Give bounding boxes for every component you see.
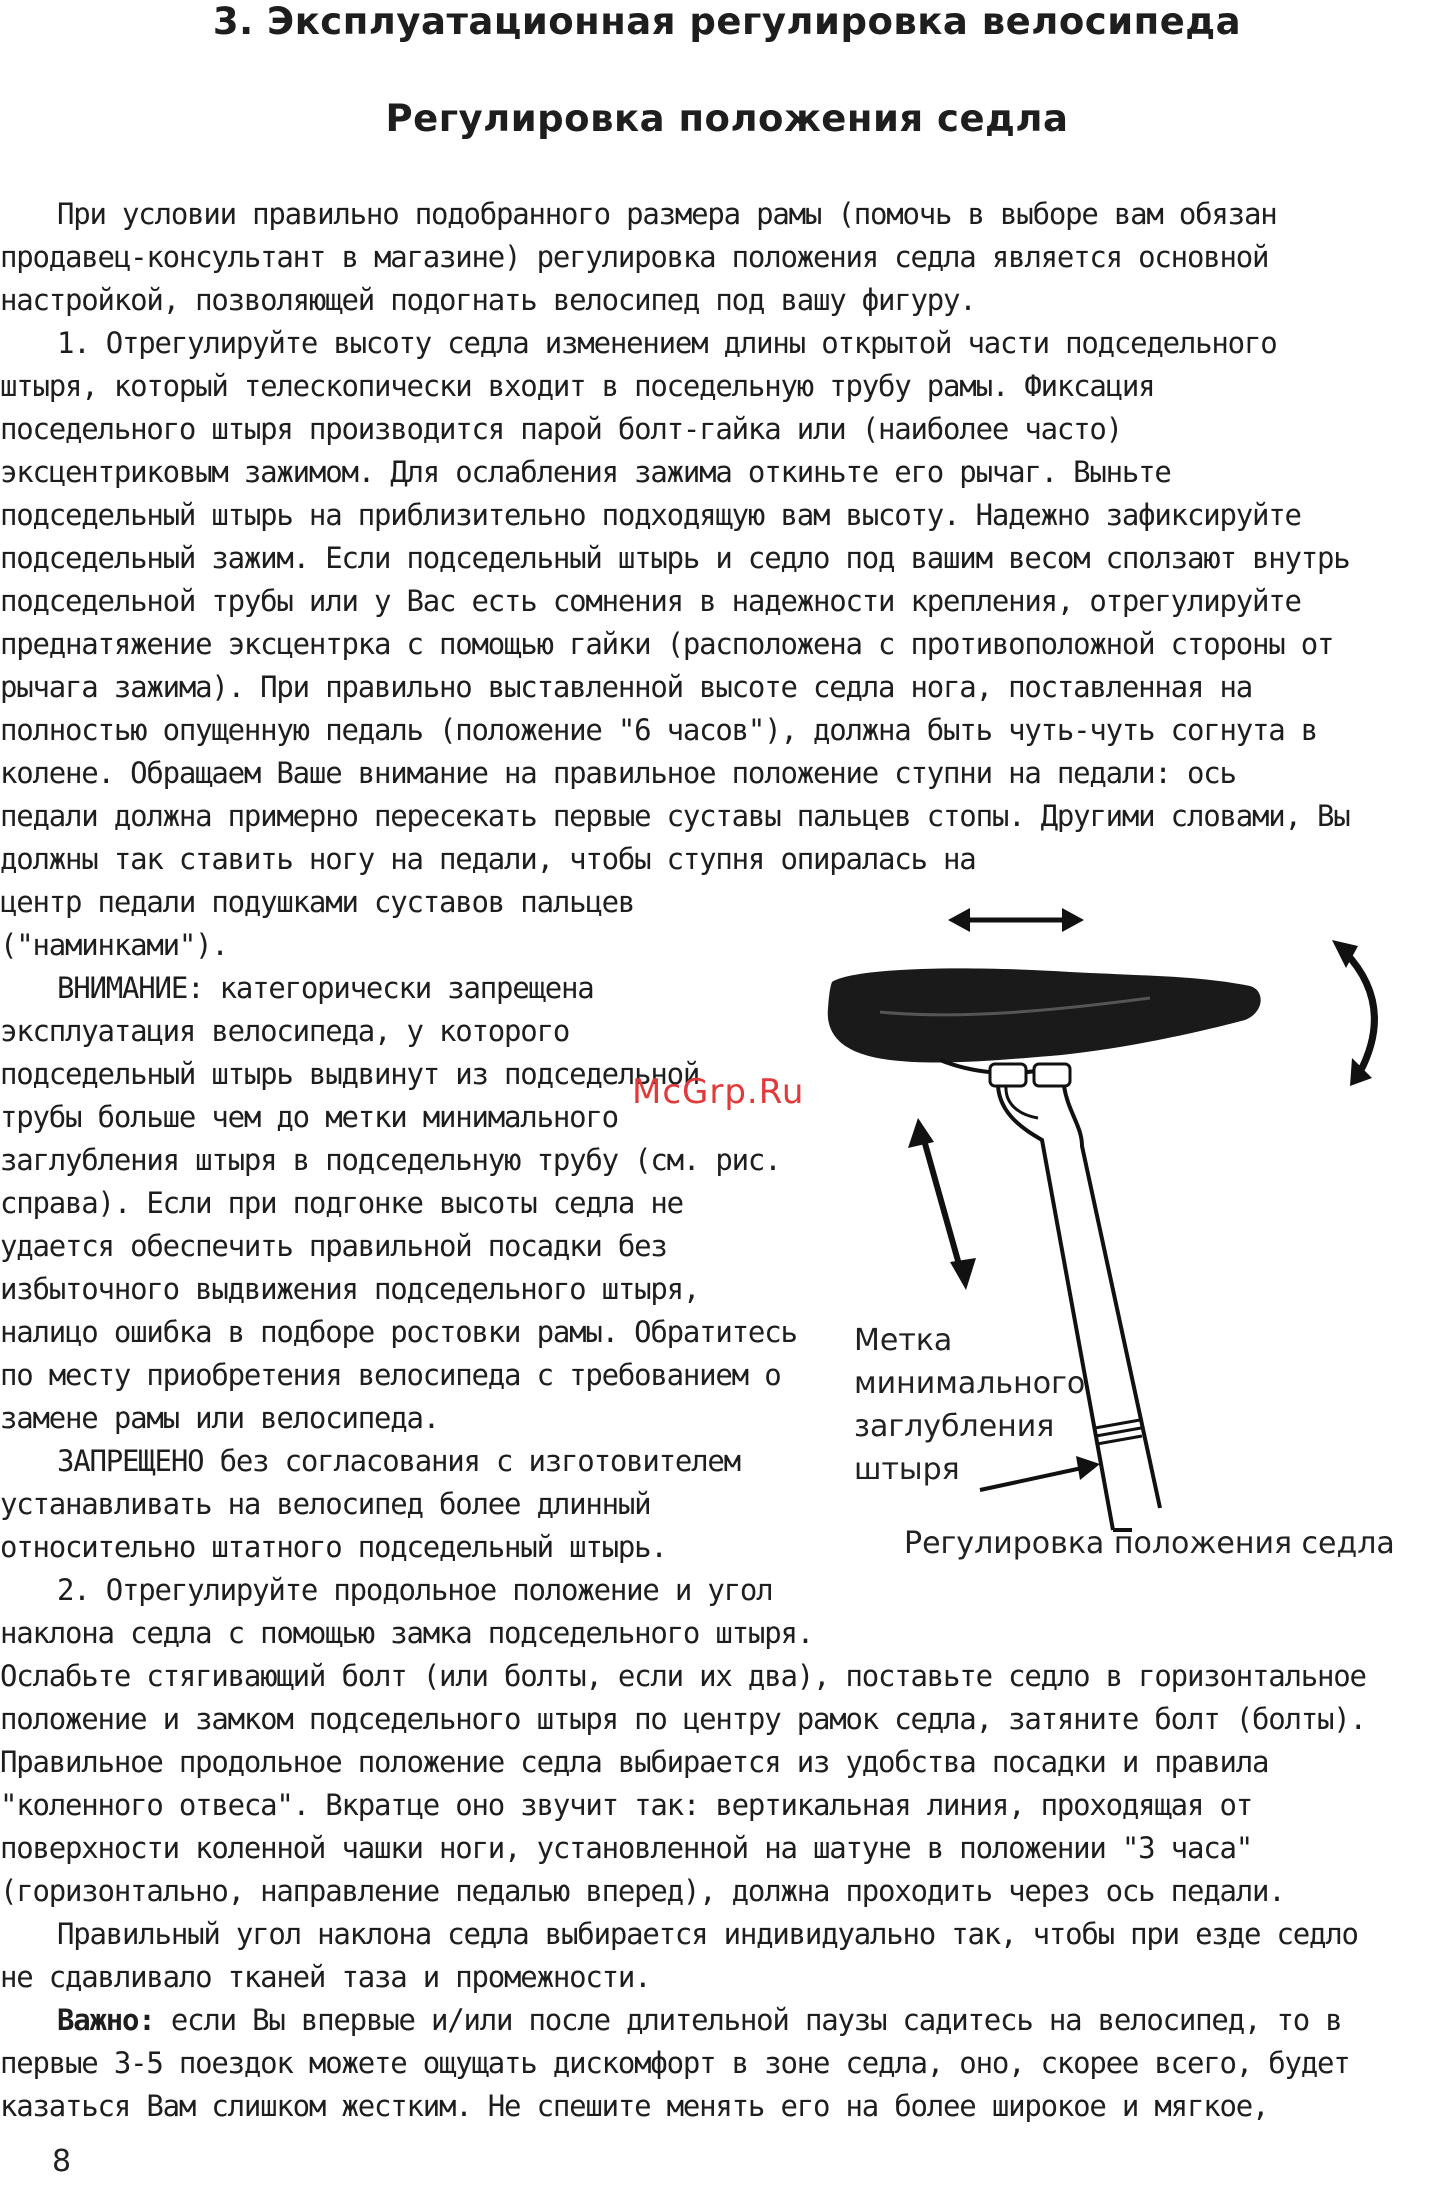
text-line: поверхности коленной чашки ноги, установленной на шатуне в положении "3 часа" bbox=[0, 1831, 1252, 1865]
text-line: Правильное продольное положение седла выбирается из удобства посадки и правила bbox=[0, 1745, 1269, 1779]
text-line: налицо ошибка в подборе ростовки рамы. Обратитесь bbox=[0, 1315, 797, 1349]
text-line: удается обеспечить правильной посадки без bbox=[0, 1229, 667, 1263]
text-line: эксплуатация велосипеда, у которого bbox=[0, 1014, 570, 1048]
text-line: 1. Отрегулируйте высоту седла изменением длины открытой части подседельного bbox=[57, 326, 1277, 360]
text-line: (горизонтально, направление педалью вперед), должна проходить через ось педали. bbox=[0, 1874, 1285, 1908]
text-line: не сдавливало тканей таза и промежности. bbox=[0, 1960, 651, 1994]
text-line: подседельный зажим. Если подседельный штырь и седло под вашим весом сползают внутрь bbox=[0, 541, 1350, 575]
text-line: колене. Обращаем Ваше внимание на правильное положение ступни на педали: ось bbox=[0, 756, 1236, 790]
mark-label-line: Метка bbox=[854, 1323, 953, 1358]
tilt-rotation-arrow-icon bbox=[1332, 940, 1374, 1086]
mark-label-line: минимального bbox=[854, 1366, 1086, 1401]
height-adjust-arrow-icon bbox=[908, 1118, 976, 1290]
text-line: избыточного выдвижения подседельного штыря, bbox=[0, 1272, 700, 1306]
text-line: центр педали подушками суставов пальцев bbox=[0, 885, 635, 919]
mark-label-line: заглубления bbox=[854, 1409, 1055, 1444]
text-line: Правильный угол наклона седла выбирается индивидуально так, чтобы при езде седло bbox=[57, 1917, 1358, 1951]
text-line: эксцентриковым зажимом. Для ослабления зажима откиньте его рычаг. Выньте bbox=[0, 455, 1171, 489]
mark-label-line: штыря bbox=[854, 1452, 960, 1487]
text-line: При условии правильно подобранного размера рамы (помочь в выборе вам обязан bbox=[57, 197, 1277, 231]
mark-pointer-arrow-icon bbox=[980, 1456, 1100, 1490]
text-line: первые 3-5 поездок можете ощущать дискомфорт в зоне седла, оно, скорее всего, будет bbox=[0, 2046, 1350, 2080]
text-line: поседельного штыря производится парой болт-гайка или (наиболее часто) bbox=[0, 412, 1122, 446]
text-line: ЗАПРЕЩЕНО без согласования с изготовителем bbox=[57, 1444, 740, 1478]
watermark: McGrp.Ru bbox=[632, 1072, 805, 1112]
text-line: штыря, который телескопически входит в поседельную трубу рамы. Фиксация bbox=[0, 369, 1155, 403]
text-line: подседельный штырь выдвинут из подседельной bbox=[0, 1057, 700, 1091]
text-line: подседельный штырь на приблизительно подходящую вам высоту. Надежно зафиксируйте bbox=[0, 498, 1301, 532]
text-line: наклона седла с помощью замка подседельного штыря. bbox=[0, 1616, 813, 1650]
text-line: рычага зажима). При правильно выставленной высоте седла нога, поставленная на bbox=[0, 670, 1252, 704]
text-line: ВНИМАНИЕ: категорически запрещена bbox=[57, 971, 594, 1005]
saddle-figure bbox=[820, 890, 1420, 1570]
page-number: 8 bbox=[52, 2144, 72, 2179]
text-line: замене рамы или велосипеда. bbox=[0, 1401, 440, 1435]
text-line: относительно штатного подседельный штырь. bbox=[0, 1530, 667, 1564]
text-line: "коленного отвеса". Вкратце оно звучит так: вертикальная линия, проходящая от bbox=[0, 1788, 1252, 1822]
text-line: положение и замком подседельного штыря по центру рамок седла, затяните болт (болты). bbox=[0, 1702, 1366, 1736]
text-line: педали должна примерно пересекать первые суставы пальцев стопы. Другими словами, Вы bbox=[0, 799, 1350, 833]
text-line: настройкой, позволяющей подогнать велосипед под вашу фигуру. bbox=[0, 283, 976, 317]
text-line: казаться Вам слишком жестким. Не спешите менять его на более широкое и мягкое, bbox=[0, 2089, 1269, 2123]
section-heading: 3. Эксплуатационная регулировка велосипеда bbox=[212, 0, 1242, 43]
text-line: Ослабьте стягивающий болт (или болты, если их два), поставьте седло в горизонтальное bbox=[0, 1659, 1366, 1693]
subsection-heading: Регулировка положения седла bbox=[385, 97, 1069, 140]
figure-caption: Регулировка положения седла bbox=[904, 1526, 1395, 1561]
saddle-shape bbox=[828, 968, 1261, 1073]
text-line: ("наминками"). bbox=[0, 928, 228, 962]
horizontal-adjust-arrow-icon bbox=[948, 908, 1084, 932]
minimum-insertion-mark bbox=[1095, 1420, 1142, 1444]
text-line: если Вы впервые и/или после длительной паузы садитесь на велосипед, то в bbox=[170, 2003, 1342, 2037]
text-line: трубы больше чем до метки минимального bbox=[0, 1100, 618, 1134]
text-line: подседельной трубы или у Вас есть сомнения в надежности крепления, отрегулируйте bbox=[0, 584, 1301, 618]
text-line: должны так ставить ногу на педали, чтобы ступня опиралась на bbox=[0, 842, 976, 876]
important-label: Важно: bbox=[57, 2003, 155, 2037]
text-line: преднатяжение эксцентрка с помощью гайки (расположена с противоположной стороны от bbox=[0, 627, 1334, 661]
text-line: устанавливать на велосипед более длинный bbox=[0, 1487, 651, 1521]
text-line: по месту приобретения велосипеда с требованием о bbox=[0, 1358, 781, 1392]
text-line: продавец-консультант в магазине) регулировка положения седла является основной bbox=[0, 240, 1269, 274]
text-line: 2. Отрегулируйте продольное положение и угол bbox=[57, 1573, 773, 1607]
text-line: справа). Если при подгонке высоты седла не bbox=[0, 1186, 683, 1220]
text-line: заглубления штыря в подседельную трубу (см. рис. bbox=[0, 1143, 781, 1177]
important-line bbox=[57, 2000, 1342, 2040]
text-line: полностью опущенную педаль (положение "6 часов"), должна быть чуть-чуть согнута в bbox=[0, 713, 1318, 747]
